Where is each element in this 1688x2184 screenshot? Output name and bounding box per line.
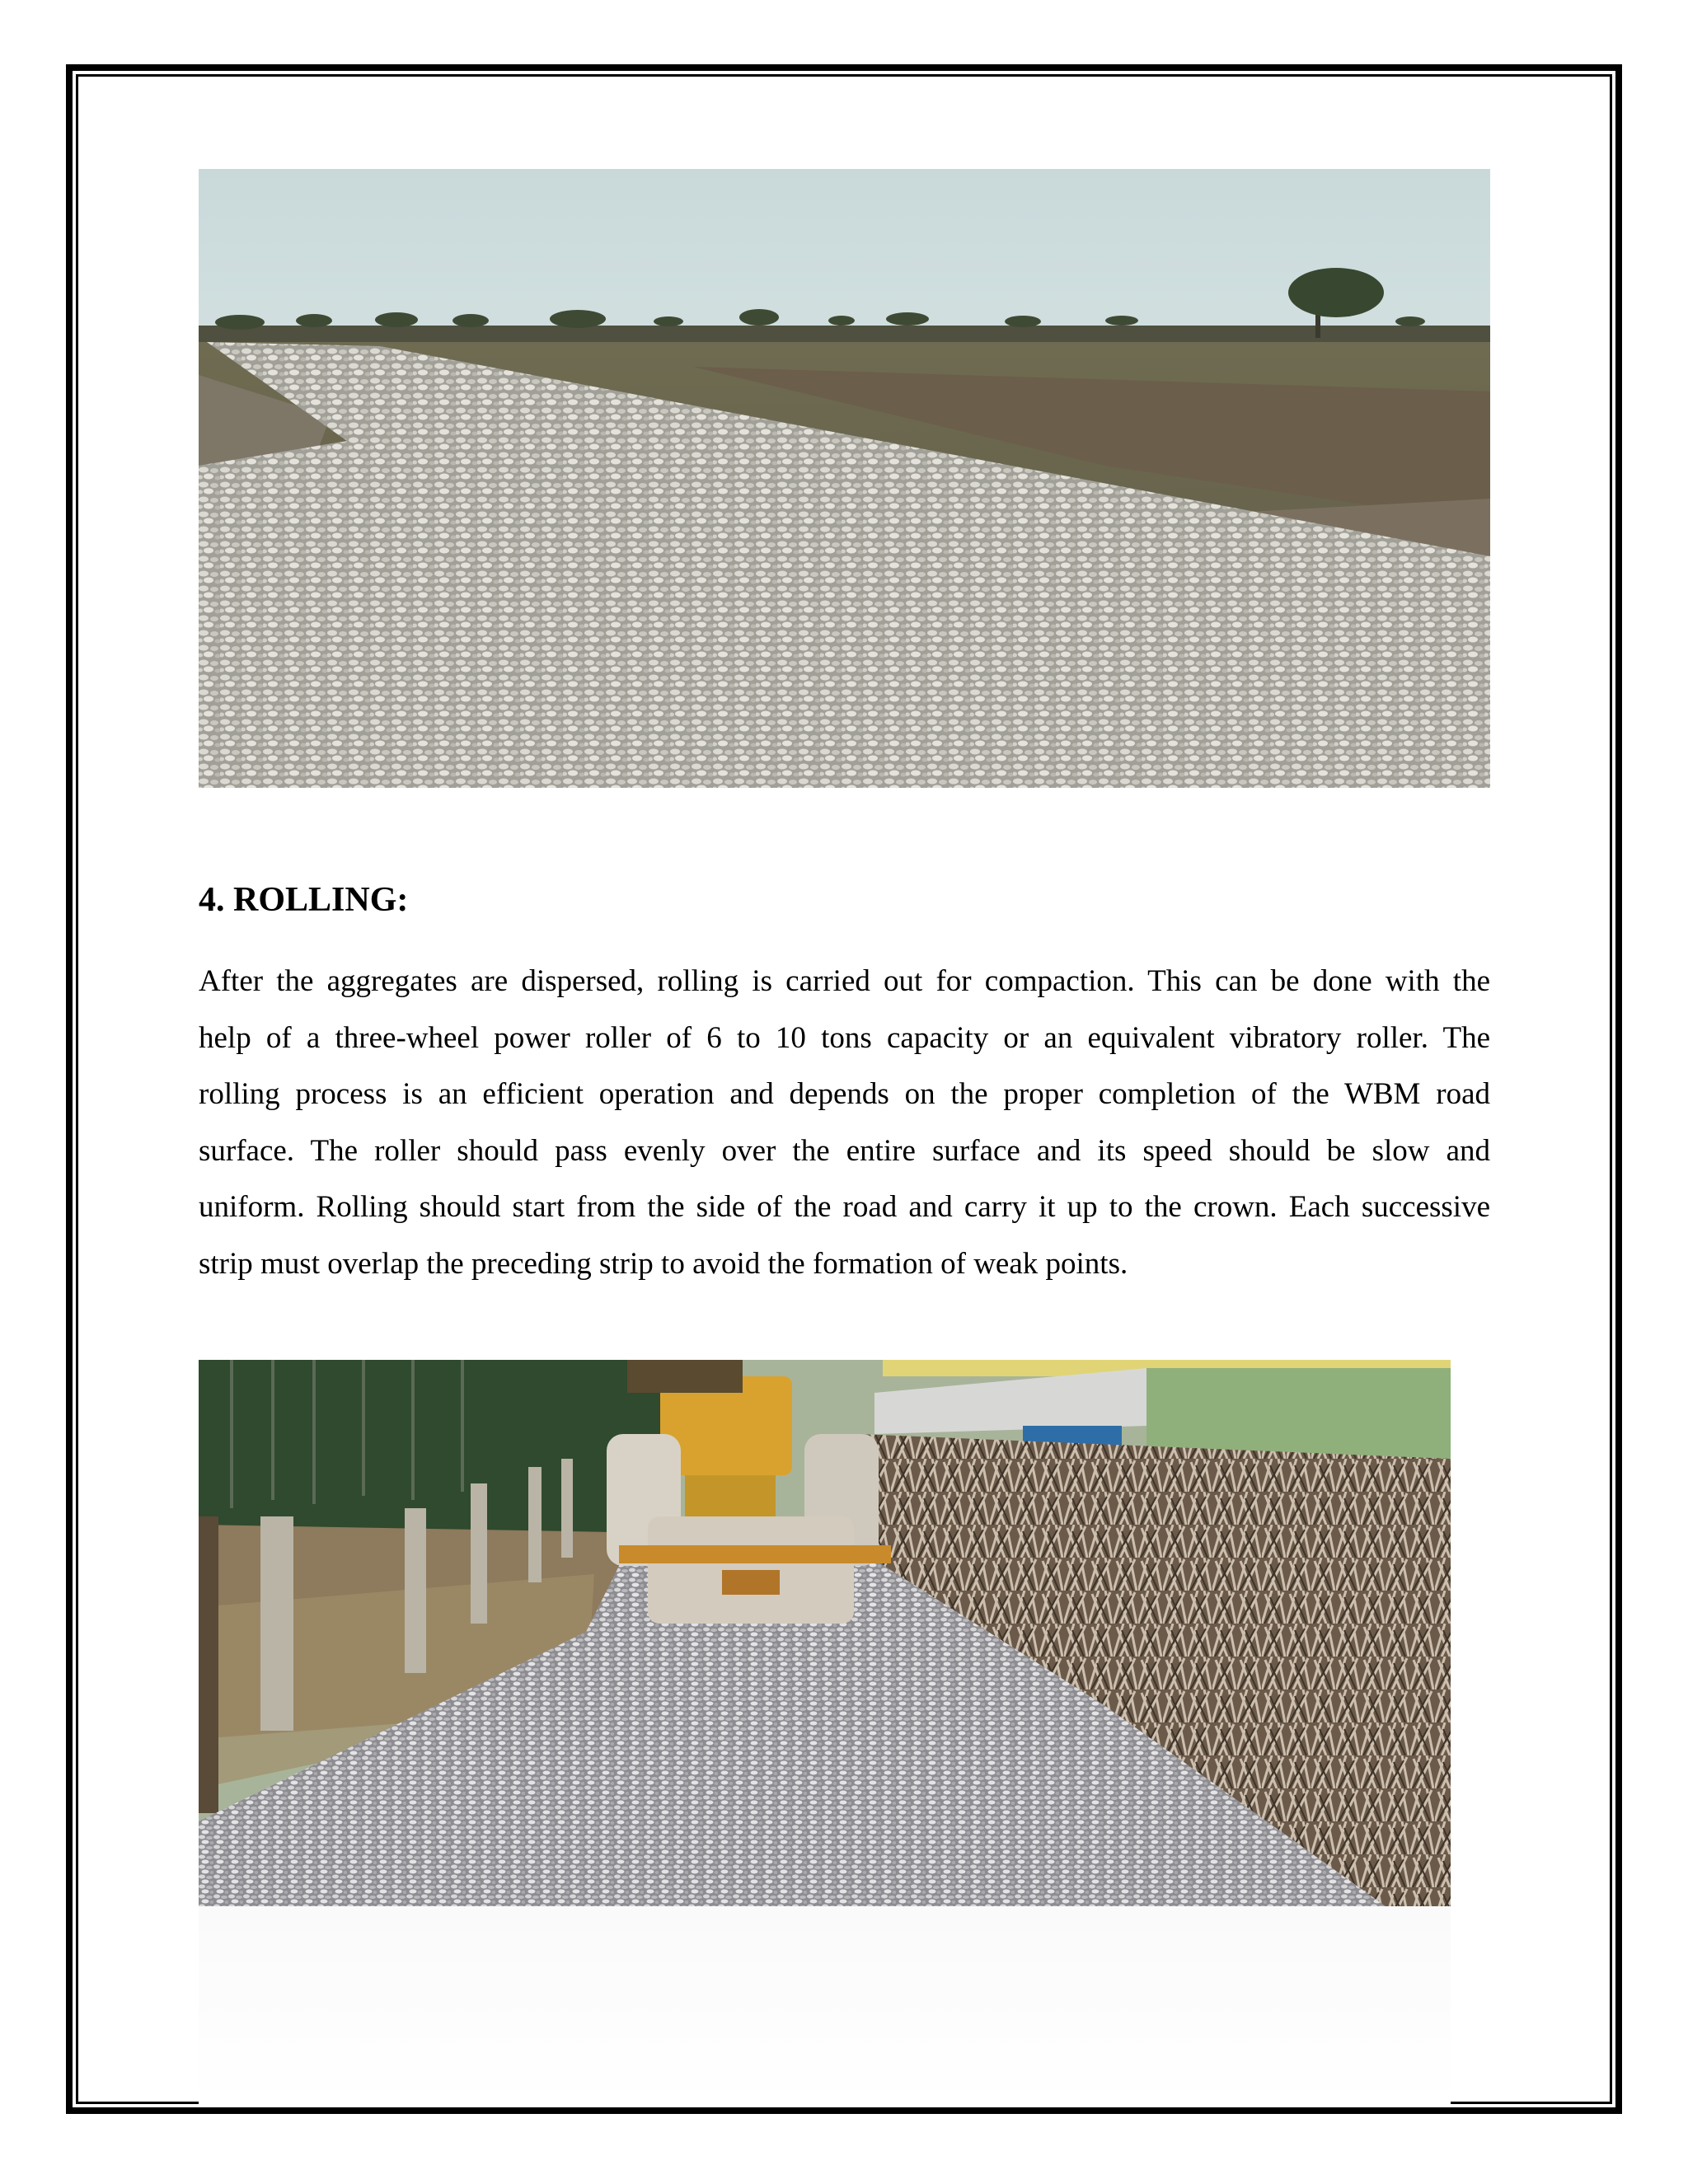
section-paragraph: [199, 954, 1490, 1292]
section-heading: 4. ROLLING:: [199, 881, 409, 919]
paragraph-line: uniform. Rolling should start from the side of the road and carry it up to the crown. Each successive: [199, 1190, 1490, 1224]
paragraph-line: surface. The roller should pass evenly over the entire surface and its speed should be slow and: [199, 1133, 1490, 1168]
road-roller-compacting-photo: [199, 1360, 1451, 1906]
paragraph-line: strip must overlap the preceding strip to avoid the formation of weak points.: [199, 1246, 1128, 1281]
paragraph-line: help of a three-wheel power roller of 6 to 10 tons capacity or an equivalent vibratory roller. The: [199, 1020, 1490, 1055]
paragraph-line: rolling process is an efficient operation and depends on the proper completion of the WBM road: [199, 1077, 1490, 1111]
paragraph-line: After the aggregates are dispersed, rolling is carried out for compaction. This can be done with the: [199, 964, 1490, 998]
page-footer-area: [199, 1906, 1451, 2104]
aggregate-spread-road-photo: [199, 169, 1490, 788]
